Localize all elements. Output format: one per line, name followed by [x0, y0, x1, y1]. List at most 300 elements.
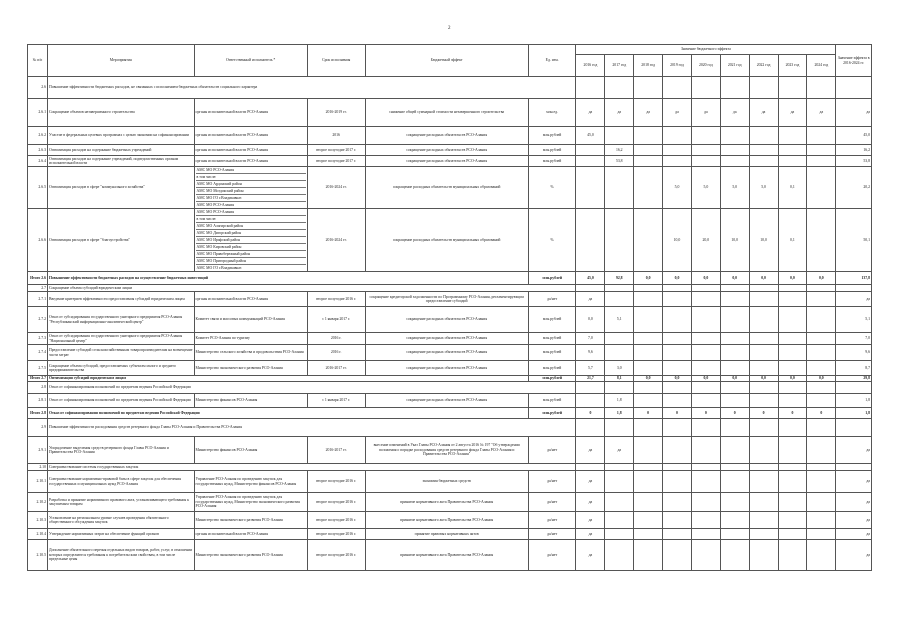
- value-cell: [807, 307, 836, 333]
- unit-cell: млн.рублей: [528, 333, 576, 345]
- value-cell: [691, 540, 720, 571]
- empty-cell: [691, 382, 720, 394]
- value-cell: [749, 361, 778, 376]
- total-title: Отказ от софинансирования полномочий по предметам ведения Российской Федерации: [47, 408, 528, 419]
- empty-cell: [691, 419, 720, 437]
- effect-cell: сокращение расходных обязательств РСО-Алания: [365, 345, 528, 361]
- value-cell: [691, 345, 720, 361]
- empty-cell: [576, 464, 605, 471]
- unit-cell: да/нет: [528, 529, 576, 540]
- value-cell: [634, 345, 663, 361]
- row-number: Итого 2.7: [28, 376, 48, 382]
- responsible-list: [194, 209, 307, 272]
- row-number: 2.10.2: [28, 493, 48, 512]
- value-cell: 0,1: [778, 209, 807, 272]
- empty-cell: [605, 419, 634, 437]
- value-cell: [778, 145, 807, 156]
- value-cell: [605, 512, 634, 529]
- value-cell: [778, 512, 807, 529]
- table-row: [28, 394, 872, 408]
- value-cell: [605, 292, 634, 307]
- value-cell: [663, 345, 692, 361]
- value-cell: 5,0: [749, 167, 778, 209]
- table-row: [28, 540, 872, 571]
- value-cell: да: [663, 99, 692, 127]
- value-cell: [605, 167, 634, 209]
- empty-cell: [807, 464, 836, 471]
- empty-cell: [749, 419, 778, 437]
- measure-cell: Дополнение обязательного перечня отдельных видов товаров, работ, услуг, в отношении которых определяются требования к потребительским свойствам, в том числе предельные цены: [47, 540, 194, 571]
- deadline-cell: 2016-2024 гг.: [307, 167, 365, 209]
- value-cell: [634, 471, 663, 493]
- row-number: Итого 2.8: [28, 408, 48, 419]
- table-row: [28, 156, 872, 167]
- value-cell: [605, 540, 634, 571]
- value-cell: [720, 437, 749, 464]
- value-cell: 53,8: [605, 156, 634, 167]
- effect-cell: принятие правовых нормативных актов: [365, 529, 528, 540]
- value-cell: [807, 394, 836, 408]
- value-cell: [663, 156, 692, 167]
- effect-cell: сокращение расходных обязательств РСО-Алания: [365, 361, 528, 376]
- total-cell: 9,6: [836, 345, 872, 361]
- empty-cell: [836, 382, 872, 394]
- value-cell: 0,0: [720, 272, 749, 285]
- responsible-item: АМС МО РСО-Алания: [196, 203, 235, 207]
- unit-cell: да/нет: [528, 512, 576, 529]
- value-cell: [749, 540, 778, 571]
- value-cell: [807, 540, 836, 571]
- total-cell: 16,2: [836, 145, 872, 156]
- header-responsible: Ответственный исполнитель *: [194, 45, 307, 77]
- value-cell: [663, 127, 692, 145]
- measure-cell: Совершенствование нормативно-правовой базы в сфере закупок для обеспечения государственных и муниципальных нужд РСО-Алания: [47, 471, 194, 493]
- row-number: 2.7.5: [28, 361, 48, 376]
- value-cell: [720, 345, 749, 361]
- value-cell: [663, 437, 692, 464]
- deadline-cell: 2016-2019 гг.: [307, 99, 365, 127]
- responsible-item: АМС МО Пригородный район: [196, 258, 306, 265]
- unit-cell: млн.рублей: [528, 272, 576, 285]
- value-cell: [749, 145, 778, 156]
- page-number: 2: [448, 26, 451, 31]
- row-number: 2.9: [28, 419, 48, 437]
- measure-cell: Утверждение нормативных затрат на обеспечение функций органов: [47, 529, 194, 540]
- value-cell: [778, 437, 807, 464]
- table-row: [28, 345, 872, 361]
- deadline-cell: 2016 г.: [307, 345, 365, 361]
- row-number: 2.7.1: [28, 292, 48, 307]
- unit-cell: да/нет: [528, 540, 576, 571]
- value-cell: [576, 394, 605, 408]
- value-cell: [605, 333, 634, 345]
- deadline-cell: 2016-2024 гг.: [307, 209, 365, 272]
- value-cell: да: [576, 493, 605, 512]
- value-cell: [720, 512, 749, 529]
- empty-cell: [576, 285, 605, 292]
- value-cell: 21,7: [576, 376, 605, 382]
- value-cell: [778, 292, 807, 307]
- value-cell: 0,0: [691, 376, 720, 382]
- deadline-cell: второе полугодие 2016 г.: [307, 493, 365, 512]
- value-cell: [778, 361, 807, 376]
- value-cell: [720, 156, 749, 167]
- value-cell: [663, 292, 692, 307]
- empty-cell: [663, 464, 692, 471]
- value-cell: [778, 307, 807, 333]
- year-header: 2022 год: [749, 55, 778, 77]
- row-number: 2.9.1: [28, 437, 48, 464]
- value-cell: 10,0: [749, 209, 778, 272]
- effect-cell: внесение изменений в Указ Главы РСО-Алания от 2 августа 2016 № 197 "Об утверждении положения о порядке расходования средств резервного фонда Главы РСО-Алания и Правительства РСО-Алания": [365, 437, 528, 464]
- empty-cell: [691, 77, 720, 99]
- value-cell: [749, 512, 778, 529]
- value-cell: [634, 307, 663, 333]
- table-row: [28, 361, 872, 376]
- total-cell: 1,8: [836, 408, 872, 419]
- table-row: [28, 307, 872, 333]
- value-cell: да: [576, 540, 605, 571]
- measure-cell: Отказ от софинансирования полномочий по предметам ведения Российской Федерации: [47, 394, 194, 408]
- empty-cell: [836, 419, 872, 437]
- value-cell: [634, 540, 663, 571]
- table-row: [28, 437, 872, 464]
- value-cell: [663, 145, 692, 156]
- year-header: 2020 год: [691, 55, 720, 77]
- value-cell: [807, 345, 836, 361]
- value-cell: 0: [663, 408, 692, 419]
- value-cell: 0,0: [691, 272, 720, 285]
- measure-cell: Введение критериев эффективности предоставления субсидий юридическим лицам: [47, 292, 194, 307]
- section-title: Сокращение объема субсидий юридическим лицам: [47, 285, 576, 292]
- total-cell: 45,0: [836, 127, 872, 145]
- header-values-group: Значение бюджетного эффекта: [576, 45, 836, 55]
- value-cell: 0,0: [634, 272, 663, 285]
- value-cell: [605, 345, 634, 361]
- section-title: Совершенствование системы государственных закупок: [47, 464, 576, 471]
- value-cell: 10,0: [663, 209, 692, 272]
- empty-cell: [576, 419, 605, 437]
- table-body: [28, 77, 872, 571]
- value-cell: да: [576, 292, 605, 307]
- row-number: 2.10: [28, 464, 48, 471]
- total-cell: 1,8: [836, 394, 872, 408]
- empty-cell: [807, 382, 836, 394]
- responsible-item: АМС МО Ирафский район: [196, 237, 306, 244]
- header-no: № п/п: [28, 45, 48, 77]
- value-cell: 0: [778, 408, 807, 419]
- value-cell: 0,0: [663, 272, 692, 285]
- value-cell: [691, 292, 720, 307]
- value-cell: [749, 333, 778, 345]
- value-cell: 0,0: [749, 272, 778, 285]
- row-number: 2.6.2: [28, 127, 48, 145]
- empty-cell: [836, 77, 872, 99]
- empty-cell: [691, 464, 720, 471]
- value-cell: [778, 156, 807, 167]
- header-deadline: Срок исполнения: [307, 45, 365, 77]
- responsible-item: АМС МО Моздокский район: [196, 188, 306, 195]
- value-cell: [720, 292, 749, 307]
- effect-cell: сокращение расходных обязательств РСО-Алания: [365, 394, 528, 408]
- value-cell: [691, 493, 720, 512]
- responsible-item: АМС МО ГО г.Владикавказ: [196, 266, 242, 270]
- table-row: [28, 493, 872, 512]
- responsible-item: АМС МО РСО-Алания: [196, 209, 306, 216]
- value-cell: [605, 493, 634, 512]
- empty-cell: [720, 464, 749, 471]
- row-number: 2.7.2: [28, 307, 48, 333]
- value-cell: 0: [807, 408, 836, 419]
- unit-cell: да/нет: [528, 493, 576, 512]
- responsible-item: АМС МО Дигорский район: [196, 230, 306, 237]
- responsible-item: АМС МО Алагирский район: [196, 223, 306, 230]
- effect-cell: сокращение расходных обязательств РСО-Алания: [365, 127, 528, 145]
- empty-cell: [663, 285, 692, 292]
- effect-cell: экономия бюджетных средств: [365, 471, 528, 493]
- value-cell: 0,0: [720, 376, 749, 382]
- row-number: 2.7: [28, 285, 48, 292]
- effect-cell: принятие нормативного акта Правительства РСО-Алания: [365, 493, 528, 512]
- value-cell: 0,0: [749, 376, 778, 382]
- value-cell: [720, 471, 749, 493]
- value-cell: 20,0: [691, 209, 720, 272]
- unit-cell: млн.рублей: [528, 156, 576, 167]
- value-cell: [663, 361, 692, 376]
- responsible-item: АМС МО Ардонский район: [196, 181, 306, 188]
- effect-cell: сокращение расходных обязательств РСО-Алания: [365, 145, 528, 156]
- value-cell: 1,8: [605, 408, 634, 419]
- table-row: [28, 209, 872, 272]
- empty-cell: [720, 382, 749, 394]
- unit-cell: млн.рублей: [528, 408, 576, 419]
- table-row: [28, 145, 872, 156]
- value-cell: [720, 307, 749, 333]
- effect-cell: принятие нормативного акта Правительства РСО-Алания: [365, 512, 528, 529]
- value-cell: да: [576, 471, 605, 493]
- value-cell: 9,6: [576, 345, 605, 361]
- unit-cell: да/нет: [528, 437, 576, 464]
- unit-cell: млн.рублей: [528, 376, 576, 382]
- value-cell: [749, 471, 778, 493]
- value-cell: 0,1: [778, 167, 807, 209]
- unit-cell: млн.рублей: [528, 145, 576, 156]
- empty-cell: [720, 419, 749, 437]
- measure-cell: Оптимизация расходов на содержание бюджетных учреждений: [47, 145, 194, 156]
- value-cell: [749, 493, 778, 512]
- value-cell: 92,8: [605, 272, 634, 285]
- measures-table: [27, 44, 872, 571]
- value-cell: [749, 307, 778, 333]
- measure-cell: Предоставление субсидий сельскохозяйственным товаропроизводителям на возмещение части затрат: [47, 345, 194, 361]
- empty-cell: [778, 77, 807, 99]
- year-header: 2021 год: [720, 55, 749, 77]
- empty-cell: [634, 419, 663, 437]
- empty-cell: [605, 464, 634, 471]
- header-unit: Ед. изм.: [528, 45, 576, 77]
- value-cell: [778, 540, 807, 571]
- empty-cell: [807, 77, 836, 99]
- value-cell: [720, 529, 749, 540]
- value-cell: 45,0: [576, 272, 605, 285]
- value-cell: [778, 127, 807, 145]
- unit-cell: млн.рублей: [528, 345, 576, 361]
- value-cell: [691, 512, 720, 529]
- row-number: 2.7.4: [28, 345, 48, 361]
- row-number: 2.10.3: [28, 512, 48, 529]
- value-cell: [807, 127, 836, 145]
- responsible-cell: органы исполнительной власти РСО-Алания: [194, 292, 307, 307]
- value-cell: [749, 345, 778, 361]
- value-cell: 5,0: [663, 167, 692, 209]
- value-cell: [749, 127, 778, 145]
- value-cell: [634, 127, 663, 145]
- value-cell: [778, 394, 807, 408]
- responsible-cell: Министерство финансов РСО-Алания: [194, 394, 307, 408]
- value-cell: [749, 437, 778, 464]
- value-cell: [720, 333, 749, 345]
- year-header: 2024 год: [807, 55, 836, 77]
- value-cell: 16,2: [605, 145, 634, 156]
- value-cell: да: [749, 99, 778, 127]
- section-row: [28, 464, 872, 471]
- unit-cell: %: [528, 167, 576, 209]
- empty-cell: [605, 285, 634, 292]
- value-cell: [663, 333, 692, 345]
- value-cell: [691, 529, 720, 540]
- value-cell: [691, 145, 720, 156]
- value-cell: [807, 145, 836, 156]
- responsible-cell: Управление РСО-Алания по проведению закупок для государственных нужд, Министерство экономического развития РСО-Алания: [194, 493, 307, 512]
- empty-cell: [836, 464, 872, 471]
- value-cell: 3,0: [605, 361, 634, 376]
- row-number: 2.6.3: [28, 145, 48, 156]
- empty-cell: [691, 285, 720, 292]
- value-cell: [634, 292, 663, 307]
- total-cell: да: [836, 99, 872, 127]
- value-cell: [807, 361, 836, 376]
- unit-cell: да/нет: [528, 471, 576, 493]
- row-number: 2.6.6: [28, 209, 48, 272]
- responsible-cell: органы исполнительной власти РСО-Алания: [194, 156, 307, 167]
- row-number: 2.8.1: [28, 394, 48, 408]
- deadline-cell: 2016 г.: [307, 333, 365, 345]
- value-cell: [720, 540, 749, 571]
- empty-cell: [634, 77, 663, 99]
- row-number: 2.10.1: [28, 471, 48, 493]
- total-cell: 137,8: [836, 272, 872, 285]
- row-number: 2.6: [28, 77, 48, 99]
- total-cell: да: [836, 493, 872, 512]
- value-cell: 0: [576, 408, 605, 419]
- section-row: [28, 419, 872, 437]
- row-number: 2.10.5: [28, 540, 48, 571]
- value-cell: 0: [691, 408, 720, 419]
- empty-cell: [720, 77, 749, 99]
- responsible-cell: Министерство сельского хозяйства и продовольствия РСО-Алания: [194, 345, 307, 361]
- table-row: [28, 167, 872, 209]
- effect-cell: сокращение расходных обязательств РСО-Алания: [365, 333, 528, 345]
- value-cell: [720, 145, 749, 156]
- table-row: [28, 127, 872, 145]
- empty-cell: [605, 77, 634, 99]
- value-cell: [634, 493, 663, 512]
- empty-cell: [576, 382, 605, 394]
- value-cell: да: [576, 99, 605, 127]
- total-cell: 29,8: [836, 376, 872, 382]
- empty-cell: [634, 464, 663, 471]
- responsible-item: в том числе:: [196, 216, 306, 223]
- value-cell: [634, 209, 663, 272]
- value-cell: 0: [749, 408, 778, 419]
- value-cell: [634, 512, 663, 529]
- value-cell: [720, 127, 749, 145]
- measure-cell: Оптимизация расходов в сфере "коммунального хозяйства": [47, 167, 194, 209]
- value-cell: [807, 512, 836, 529]
- effect-cell: принятие нормативного акта Правительства РСО-Алания: [365, 540, 528, 571]
- empty-cell: [634, 285, 663, 292]
- year-header: 2018 год: [634, 55, 663, 77]
- section-title: Повышение эффективности бюджетных расходов, не связанных с исполнением бюджетных обязательств социального характера: [47, 77, 576, 99]
- effect-cell: сокращение расходных обязательств муниципальных образований: [365, 209, 528, 272]
- responsible-cell: Министерство финансов РСО-Алания: [194, 437, 307, 464]
- value-cell: [807, 471, 836, 493]
- row-number: 2.6.5: [28, 167, 48, 209]
- measure-cell: Сокращение объемов незавершенного строительства: [47, 99, 194, 127]
- value-cell: [807, 209, 836, 272]
- header-total: Значение эффекта в 2016-2024 гг.: [836, 45, 872, 77]
- empty-cell: [663, 419, 692, 437]
- empty-cell: [778, 382, 807, 394]
- header-measure: Мероприятия: [47, 45, 194, 77]
- responsible-cell: органы исполнительной власти РСО-Алания: [194, 529, 307, 540]
- effect-cell: сокращение расходных обязательств РСО-Алания: [365, 307, 528, 333]
- value-cell: 0,0: [807, 376, 836, 382]
- measure-cell: Оптимизация расходов на содержание учреждений, подведомственных органам исполнительной власти: [47, 156, 194, 167]
- empty-cell: [720, 285, 749, 292]
- value-cell: [663, 540, 692, 571]
- value-cell: [605, 471, 634, 493]
- row-number: 2.6.1: [28, 99, 48, 127]
- table-row: [28, 471, 872, 493]
- row-number: 2.7.3: [28, 333, 48, 345]
- value-cell: [691, 333, 720, 345]
- section-row: [28, 77, 872, 99]
- value-cell: 5,1: [605, 307, 634, 333]
- value-cell: [691, 437, 720, 464]
- total-cell: да: [836, 292, 872, 307]
- table-row: [28, 292, 872, 307]
- row-number: 2.8: [28, 382, 48, 394]
- value-cell: [720, 361, 749, 376]
- total-cell: 7,0: [836, 333, 872, 345]
- value-cell: [778, 471, 807, 493]
- empty-cell: [749, 464, 778, 471]
- total-cell: 50,1: [836, 209, 872, 272]
- value-cell: [807, 292, 836, 307]
- responsible-cell: Министерство экономического развития РСО-Алания: [194, 512, 307, 529]
- deadline-cell: второе полугодие 2016 г.: [307, 540, 365, 571]
- value-cell: [691, 127, 720, 145]
- responsible-item: АМС МО Кировский район: [196, 244, 306, 251]
- measure-cell: Участие в федеральных целевых программах с целью экономии на софинансировании: [47, 127, 194, 145]
- measure-cell: Сокращение объема субсидий, предоставляемых субъектам малого и среднего предпринимательства: [47, 361, 194, 376]
- empty-cell: [576, 77, 605, 99]
- empty-cell: [807, 285, 836, 292]
- total-cell: 53,8: [836, 156, 872, 167]
- unit-cell: млн.ед.: [528, 99, 576, 127]
- value-cell: [691, 394, 720, 408]
